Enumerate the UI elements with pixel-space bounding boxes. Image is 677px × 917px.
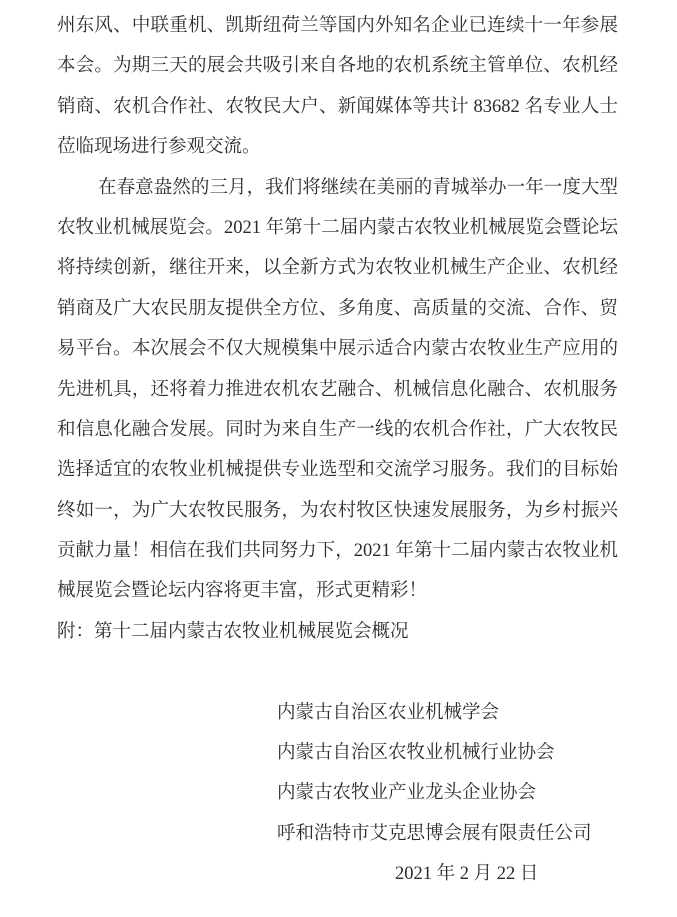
body-line: 将持续创新，继往开来，以全新方式为农牧业机械生产企业、农机经 [57,258,618,279]
text-block [57,6,618,895]
body-line: 销商、农机合作社、农牧民大户、新闻媒体等共计 83682 名专业人士 [57,96,618,117]
body-line: 和信息化融合发展。同时为来自生产一线的农机合作社，广大农牧民 [57,419,618,440]
body-line: 莅临现场进行参观交流。 [57,137,261,158]
date-line: 2021 年 2 月 22 日 [395,864,539,885]
body-line: 在春意盎然的三月，我们将继续在美丽的青城举办一年一度大型 [98,177,618,198]
signature-line: 内蒙古农牧业产业龙头企业协会 [277,783,537,804]
body-line: 易平台。本次展会不仅大规模集中展示适合内蒙古农牧业生产应用的 [57,339,618,360]
attachment-note-line: 附：第十二届内蒙古农牧业机械展览会概况 [57,621,409,642]
body-line: 终如一，为广大农牧民服务，为农村牧区快速发展服务，为乡村振兴 [57,500,618,521]
signature-line: 内蒙古自治区农业机械学会 [277,702,500,723]
blank-line [57,652,618,692]
body-line: 本会。为期三天的展会共吸引来自各地的农机系统主管单位、农机经 [57,56,618,77]
body-line: 先进机具，还将着力推进农机农艺融合、机械信息化融合、农机服务 [57,379,618,400]
body-line: 州东风、中联重机、凯斯纽荷兰等国内外知名企业已连续十一年参展 [57,16,618,36]
body-line: 选择适宜的农牧业机械提供专业选型和交流学习服务。我们的目标始 [57,460,618,481]
signature-line: 内蒙古自治区农牧业机械行业协会 [277,743,555,764]
body-line: 械展览会暨论坛内容将更丰富，形式更精彩！ [57,581,428,602]
body-line: 农牧业机械展览会。2021 年第十二届内蒙古农牧业机械展览会暨论坛 [57,217,618,238]
signature-line: 呼和浩特市艾克思博会展有限责任公司 [277,823,592,844]
body-line: 贡献力量！相信在我们共同努力下，2021 年第十二届内蒙古农牧业机 [57,541,618,562]
body-line: 销商及广大农民朋友提供全方位、多角度、高质量的交流、合作、贸 [57,298,618,319]
